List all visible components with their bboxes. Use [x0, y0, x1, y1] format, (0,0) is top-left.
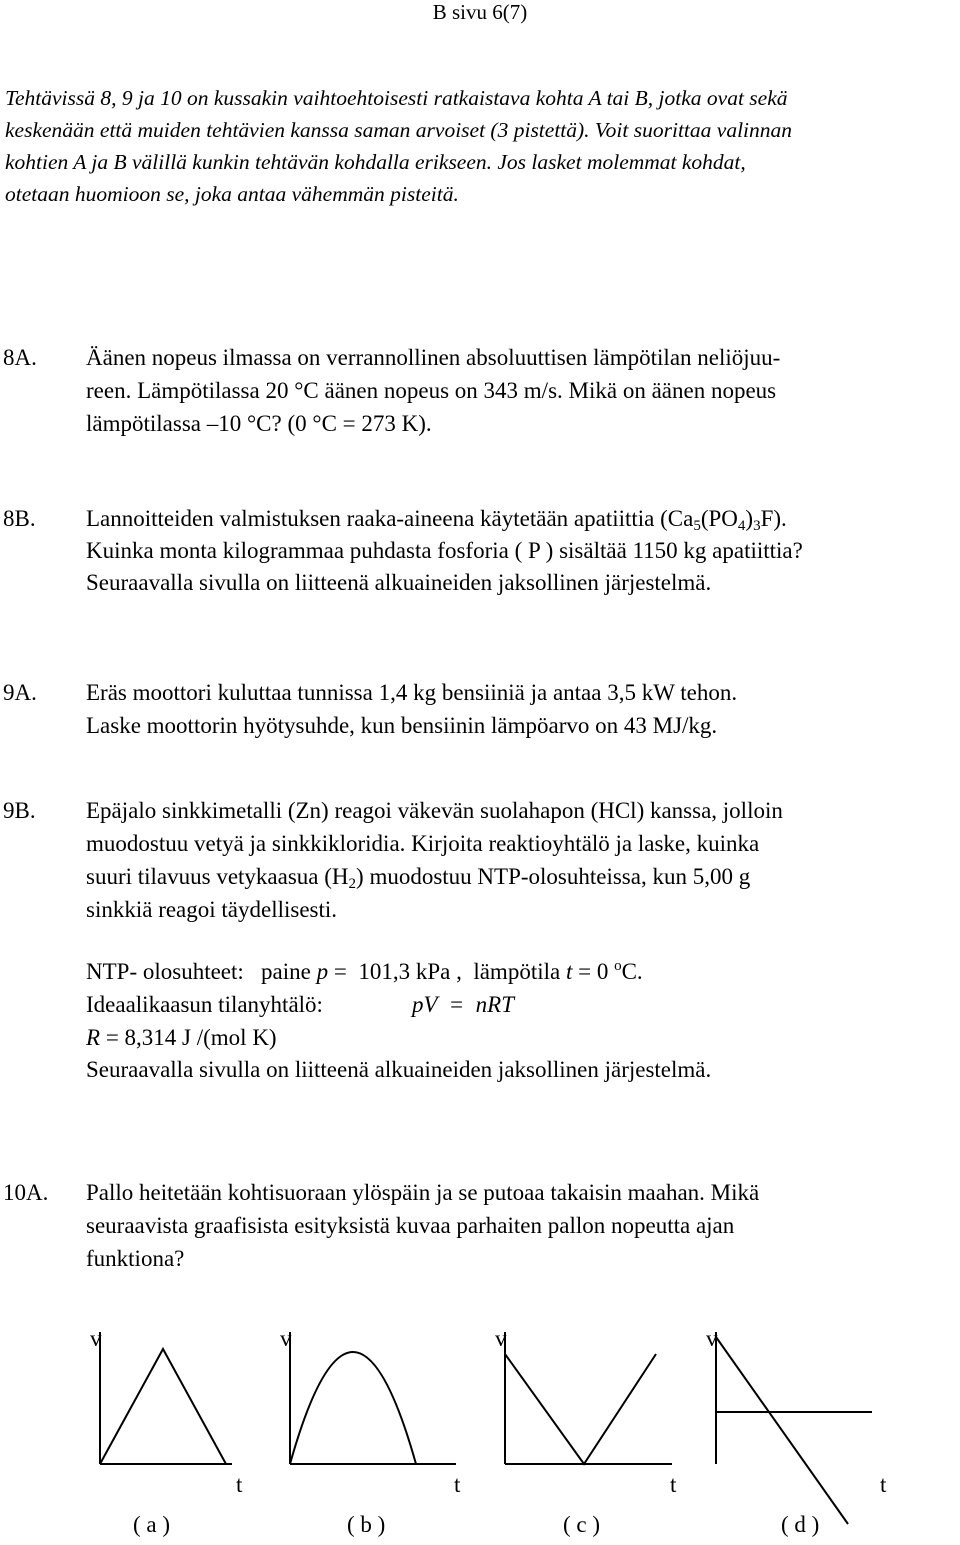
graph-a-v-label: v	[90, 1326, 102, 1351]
q10a-label: 10A.	[3, 1180, 49, 1205]
q8a-line-3: lämpötilassa –10 °C? (0 °C = 273 K).	[86, 411, 432, 436]
graph-d-curve	[716, 1337, 848, 1524]
graph-c-curve	[505, 1354, 656, 1464]
q10a-line-3: funktiona?	[86, 1246, 185, 1271]
q9b-line-3: suuri tilavuus vetykaasua $(H_2)$ muodostuu NTP-olosuhteissa, kun 5,00 g	[86, 864, 751, 892]
intro-line-1: Tehtävissä 8, 9 ja 10 on kussakin vaihtoehtoisesti ratkaistava kohta A tai B, jotka ovat sekä	[5, 86, 788, 110]
graph-b-curve	[290, 1352, 416, 1464]
intro-line-4: otetaan huomioon se, joka antaa vähemmän pisteitä.	[5, 182, 459, 206]
graph-c-v-label: v	[495, 1326, 507, 1351]
graph-b-v-label: v	[280, 1326, 292, 1351]
q9b-ntp-conditions: NTP- olosuhteet: paine p = 101,3 kPa , lämpötila t = 0 $^o$C.	[86, 958, 643, 984]
q8b-line-2: Kuinka monta kilogrammaa puhdasta fosforia ( P ) sisältää 1150 kg apatiittia?	[86, 538, 803, 563]
q9b-line-4: sinkkiä reagoi täydellisesti.	[86, 897, 338, 922]
graph-d-t-label: t	[880, 1472, 887, 1497]
q8b-label: 8B.	[3, 506, 36, 531]
graph-b	[290, 1332, 456, 1464]
q8b-line-3: Seuraavalla sivulla on liitteenä alkuaineiden jaksollinen järjestelmä.	[86, 570, 712, 595]
graph-a-curve	[100, 1349, 226, 1464]
graph-a-t-label: t	[236, 1472, 243, 1497]
graph-d-option-label: ( d )	[781, 1512, 820, 1537]
graph-b-option-label: ( b )	[347, 1512, 386, 1537]
graph-d-v-label: v	[706, 1326, 718, 1351]
q9b-gas-law-equation: pV = nRT	[412, 992, 514, 1017]
q9b-appendix-note: Seuraavalla sivulla on liitteenä alkuaineiden jaksollinen järjestelmä.	[86, 1057, 712, 1082]
q9b-label: 9B.	[3, 798, 36, 823]
q9a-label: 9A.	[3, 680, 37, 705]
graph-b-t-label: t	[454, 1472, 461, 1497]
q9a-line-1: Eräs moottori kuluttaa tunnissa 1,4 kg bensiiniä ja antaa 3,5 kW tehon.	[86, 680, 738, 705]
q10a-line-1: Pallo heitetään kohtisuoraan ylöspäin ja se putoaa takaisin maahan. Mikä	[86, 1180, 760, 1205]
q8a-label: 8A.	[3, 345, 37, 370]
intro-line-3: kohtien A ja B välillä kunkin tehtävän kohdalla erikseen. Jos lasket molemmat kohdat,	[5, 150, 746, 174]
q9b-line-1: Epäjalo sinkkimetalli (Zn) reagoi väkevän suolahapon (HCl) kanssa, jolloin	[86, 798, 783, 823]
q9b-line-2: muodostuu vetyä ja sinkkikloridia. Kirjoita reaktioyhtälö ja laske, kuinka	[86, 831, 760, 856]
graph-c	[505, 1332, 672, 1464]
q8a-line-2: reen. Lämpötilassa 20 °C äänen nopeus on 343 m/s. Mikä on äänen nopeus	[86, 378, 777, 403]
q8a-line-1: Äänen nopeus ilmassa on verrannollinen absoluuttisen lämpötilan neliöjuu-	[86, 345, 781, 370]
graph-c-t-label: t	[670, 1472, 677, 1497]
graph-d	[716, 1332, 872, 1524]
q9b-gas-law-label: Ideaalikaasun tilanyhtälö:	[86, 992, 323, 1017]
graph-a	[100, 1332, 232, 1464]
page-header: B sivu 6(7)	[432, 0, 528, 24]
graph-c-option-label: ( c )	[563, 1512, 601, 1537]
q8b-line-1: Lannoitteiden valmistuksen raaka-aineena käytetään apatiittia $(Ca_5(PO_4)_3F)$.	[86, 506, 787, 534]
velocity-time-graphs	[0, 1320, 960, 1545]
intro-line-2: keskenään että muiden tehtävien kanssa saman arvoiset (3 pistettä). Voit suorittaa valinnan	[5, 118, 793, 142]
q9a-line-2: Laske moottorin hyötysuhde, kun bensiinin lämpöarvo on 43 MJ/kg.	[86, 713, 718, 738]
q9b-gas-constant: R = 8,314 J /(mol K)	[86, 1025, 277, 1050]
q10a-line-2: seuraavista graafisista esityksistä kuvaa parhaiten pallon nopeutta ajan	[86, 1213, 735, 1238]
graph-a-option-label: ( a )	[133, 1512, 171, 1537]
